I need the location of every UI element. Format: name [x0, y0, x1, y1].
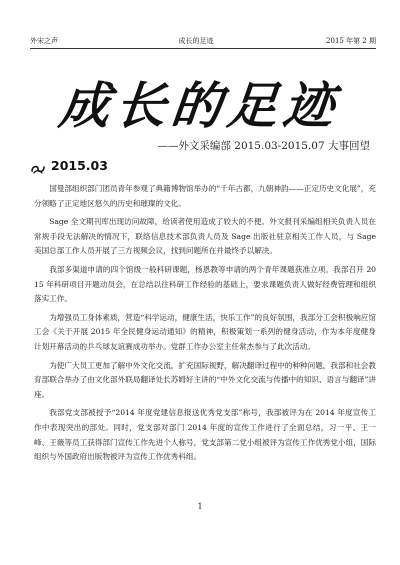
paragraph: 我部多渠道申请的四个馆级一般科研课题，杨恩教等申请的两个青年课题获准立项。我部召开 2015 年科研项目开题动员会，在总结以往科研工作经验的基础上，要求课题负责人做好经费管理和组织落实工作。 — [34, 264, 376, 304]
header-right: 2015 年第 2 期 — [326, 37, 376, 45]
ornament-icon — [30, 160, 46, 172]
subtitle: ——外文采编部 2015.03-2015.07 大事回望 — [157, 140, 370, 152]
page-number: 1 — [197, 502, 203, 511]
section-date: 2015.03 — [51, 158, 108, 173]
running-header — [30, 35, 376, 49]
body-text — [34, 182, 376, 469]
page-title: 成长的足迹 — [56, 77, 343, 135]
paragraph: Sage 全文期刊库出现访问故障，给读者使用造成了较大的不便。外文报刊采编组相关负责人员在常规手段无法解决的情况下，联络信息技术部负责人员及 Sage 出版社驻京相关工作人员，与 Sage 美国总部工作人员开展了三方视频会议，找到问题所在并最终予以解决。 — [34, 217, 376, 256]
header-center: 成长的足迹 — [178, 37, 214, 45]
header-left: 外宋之声 — [30, 37, 58, 45]
paragraph: 为增强员工身体素质，营造“科学运动，健康生活，快乐工作”的良好氛围，我部分工会积极响应馆工会《关于开展 2015 年全民健身运动通知》的精神，积极策划一系列的健身活动，作为本年度健身计划开幕活动的乒乓球友谊赛成功举办。党群工作办公室主任常杰参与了此次活动。 — [34, 312, 376, 351]
paragraph: 我部党支部被授予“2014 年度党建信息报送优秀党支部”称号，我部被评为在 2014 年度宣传工作中表现突出的部处。同时，党支部对部门 2014 年度的宣传工作进行了全面总结，习一平、王一峰、王薇等员工获得部门宣传工作先进个人称号，党支部第二党小组被评为宣传工作优秀党小组，国际组织与外国政府出版物被评为宣传工作优秀科组。 — [34, 408, 376, 462]
paragraph: 国曼部组织部门团员青年参观了典籍博物馆举办的“千年古都，九朝神韵——正定历史文化展”，充分领略了正定地区悠久的历史和璀璨的文化。 — [34, 184, 376, 208]
paragraph: 为使广大员工更加了解中外文化交流，扩充国际视野，解决翻译过程中的种种问题，我部和社会教育部联合举办了由文化部外联局翻译处长苏姆好主讲的“中外文化交流与传播中的知识、语言与翻译”讲座。 — [34, 360, 376, 399]
section-heading — [30, 158, 108, 173]
